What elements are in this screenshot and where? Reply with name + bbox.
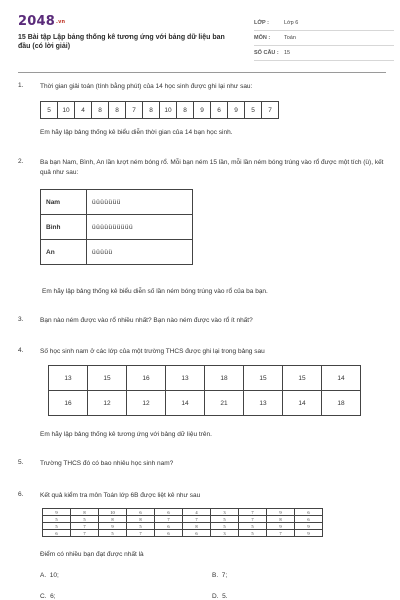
question-number: 5. <box>18 459 24 466</box>
table-cell: 6 <box>127 509 155 516</box>
table-cell: 7 <box>262 102 279 119</box>
table-row: Nam üüüüüüü <box>41 190 193 215</box>
table-cell: 8 <box>109 102 126 119</box>
table-cell: 5 <box>127 523 155 530</box>
table-cell: 3 <box>211 530 239 537</box>
table-cell: 21 <box>205 391 244 416</box>
q2-task: Em hãy lập bảng thống kê biểu diễn số lần ném bóng trúng vào rổ của ba bạn. <box>42 288 268 295</box>
table-cell: 6 <box>295 509 323 516</box>
table-cell: 9 <box>43 509 71 516</box>
q6-score-table <box>42 508 323 537</box>
question-text: Bạn nào ném được vào rổ nhiều nhất? Bạn nào ném được vào rổ ít nhất? <box>40 317 253 324</box>
table-cell: 5 <box>239 530 267 537</box>
table-cell: 16 <box>49 391 88 416</box>
table-cell: 5 <box>99 530 127 537</box>
question-number: 1. <box>18 82 24 89</box>
table-cell: 7 <box>127 530 155 537</box>
table-cell: 14 <box>283 391 322 416</box>
question-3 <box>18 316 386 328</box>
question-4 <box>18 347 386 359</box>
question-number: 2. <box>18 158 24 165</box>
table-cell: 13 <box>244 391 283 416</box>
table-cell: 7 <box>71 523 99 530</box>
table-cell: 7 <box>183 516 211 523</box>
document-header <box>18 14 386 62</box>
table-cell: 6 <box>211 102 228 119</box>
table-cell: 15 <box>88 366 127 391</box>
table-cell: 10 <box>58 102 75 119</box>
table-cell: 5 <box>41 102 58 119</box>
table-cell: 6 <box>155 509 183 516</box>
table-cell: 9 <box>228 102 245 119</box>
table-cell: 15 <box>244 366 283 391</box>
question-6 <box>18 491 386 503</box>
option-a[interactable]: A. 10; <box>40 572 59 579</box>
table-cell: 5 <box>211 516 239 523</box>
table-cell: 5 <box>211 523 239 530</box>
option-d[interactable]: D. 5. <box>212 593 228 600</box>
header-divider <box>18 72 386 73</box>
table-cell: 12 <box>127 391 166 416</box>
question-text: Kết quả kiểm tra môn Toán lớp 6B được liệt kê như sau <box>40 492 201 499</box>
table-cell: 12 <box>88 391 127 416</box>
table-cell: 5 <box>239 523 267 530</box>
table-cell: 6 <box>155 530 183 537</box>
table-cell: 13 <box>49 366 88 391</box>
table-cell: 9 <box>267 509 295 516</box>
question-number: 6. <box>18 491 24 498</box>
q6-task: Điểm có nhiều bạn đạt được nhất là <box>40 551 144 558</box>
table-cell: 8 <box>92 102 109 119</box>
q4-task: Em hãy lập bảng thống kê tương ứng với bảng dữ liệu trên. <box>40 431 212 438</box>
question-text: Thời gian giải toán (tính bằng phút) của 14 học sinh được ghi lại như sau: <box>40 83 253 90</box>
document-meta <box>254 16 394 61</box>
question-text: Trường THCS đó có bao nhiêu học sinh nam? <box>40 460 174 467</box>
table-cell: 7 <box>239 509 267 516</box>
option-b[interactable]: B. 7; <box>212 572 228 579</box>
table-cell: 4 <box>75 102 92 119</box>
table-cell: 7 <box>155 516 183 523</box>
table-cell: 10 <box>99 509 127 516</box>
table-cell: 6 <box>183 530 211 537</box>
table-cell: 14 <box>322 366 361 391</box>
table-cell: 6 <box>295 516 323 523</box>
table-cell: 9 <box>194 102 211 119</box>
table-row <box>43 509 323 516</box>
question-number: 4. <box>18 347 24 354</box>
table-row <box>43 523 323 530</box>
table-row: An üüüüü <box>41 240 193 265</box>
question-5 <box>18 459 386 471</box>
table-cell: 16 <box>127 366 166 391</box>
table-cell: 13 <box>166 366 205 391</box>
question-1 <box>18 82 386 94</box>
table-cell: 6 <box>155 523 183 530</box>
table-cell: 15 <box>283 366 322 391</box>
question-number: 3. <box>18 316 24 323</box>
question-2 <box>18 158 386 180</box>
table-cell: 9 <box>295 523 323 530</box>
table-cell: 14 <box>166 391 205 416</box>
q1-task: Em hãy lập bảng thống kê biểu diễn thời gian của 14 bạn học sinh. <box>40 129 233 136</box>
table-row <box>43 516 323 523</box>
document-title: 15 Bài tập Lập bảng thống kê tương ứng với bảng dữ liệu ban đầu (có lời giải) <box>18 34 225 50</box>
table-cell: 7 <box>126 102 143 119</box>
question-text: Số học sinh nam ở các lớp của một trường THCS được ghi lại trong bảng sau <box>40 348 265 355</box>
table-row <box>41 102 279 119</box>
q4-data-table <box>48 365 361 416</box>
table-cell: 8 <box>177 102 194 119</box>
table-row <box>49 366 361 391</box>
table-cell: 4 <box>183 509 211 516</box>
meta-row-subject: MÔN : Toán <box>254 31 394 46</box>
table-cell: 3 <box>211 509 239 516</box>
table-cell: 7 <box>71 530 99 537</box>
table-cell: 9 <box>99 523 127 530</box>
table-cell: 18 <box>205 366 244 391</box>
q1-data-table <box>40 101 279 119</box>
table-cell: 10 <box>160 102 177 119</box>
table-row <box>49 391 361 416</box>
meta-row-class: LỚP : Lớp 6 <box>254 16 394 31</box>
table-cell: 8 <box>143 102 160 119</box>
table-row: Bình üüüüüüüüüü <box>41 215 193 240</box>
table-cell: 5 <box>71 516 99 523</box>
option-c[interactable]: C. 6; <box>40 593 56 600</box>
question-text: Ba bạn Nam, Bình, An lần lượt ném bóng rổ. Mỗi bạn ném 15 lần, mỗi lần ném bóng trúng vào rổ được một tích (ü), kết quả như sau: <box>40 159 384 176</box>
meta-row-count: SỐ CÂU : 15 <box>254 46 394 61</box>
table-cell: 5 <box>43 523 71 530</box>
table-cell: 8 <box>99 516 127 523</box>
table-cell: 8 <box>127 516 155 523</box>
table-cell: 5 <box>245 102 262 119</box>
table-cell: 9 <box>267 523 295 530</box>
table-cell: 8 <box>71 509 99 516</box>
table-row <box>43 530 323 537</box>
table-cell: 5 <box>43 516 71 523</box>
table-cell: 9 <box>295 530 323 537</box>
q2-results-table <box>40 189 193 265</box>
table-cell: 8 <box>183 523 211 530</box>
table-cell: 7 <box>267 530 295 537</box>
site-logo[interactable]: 2048.vn <box>18 14 66 29</box>
table-cell: 8 <box>267 516 295 523</box>
table-cell: 6 <box>43 530 71 537</box>
table-cell: 7 <box>239 516 267 523</box>
table-cell: 18 <box>322 391 361 416</box>
